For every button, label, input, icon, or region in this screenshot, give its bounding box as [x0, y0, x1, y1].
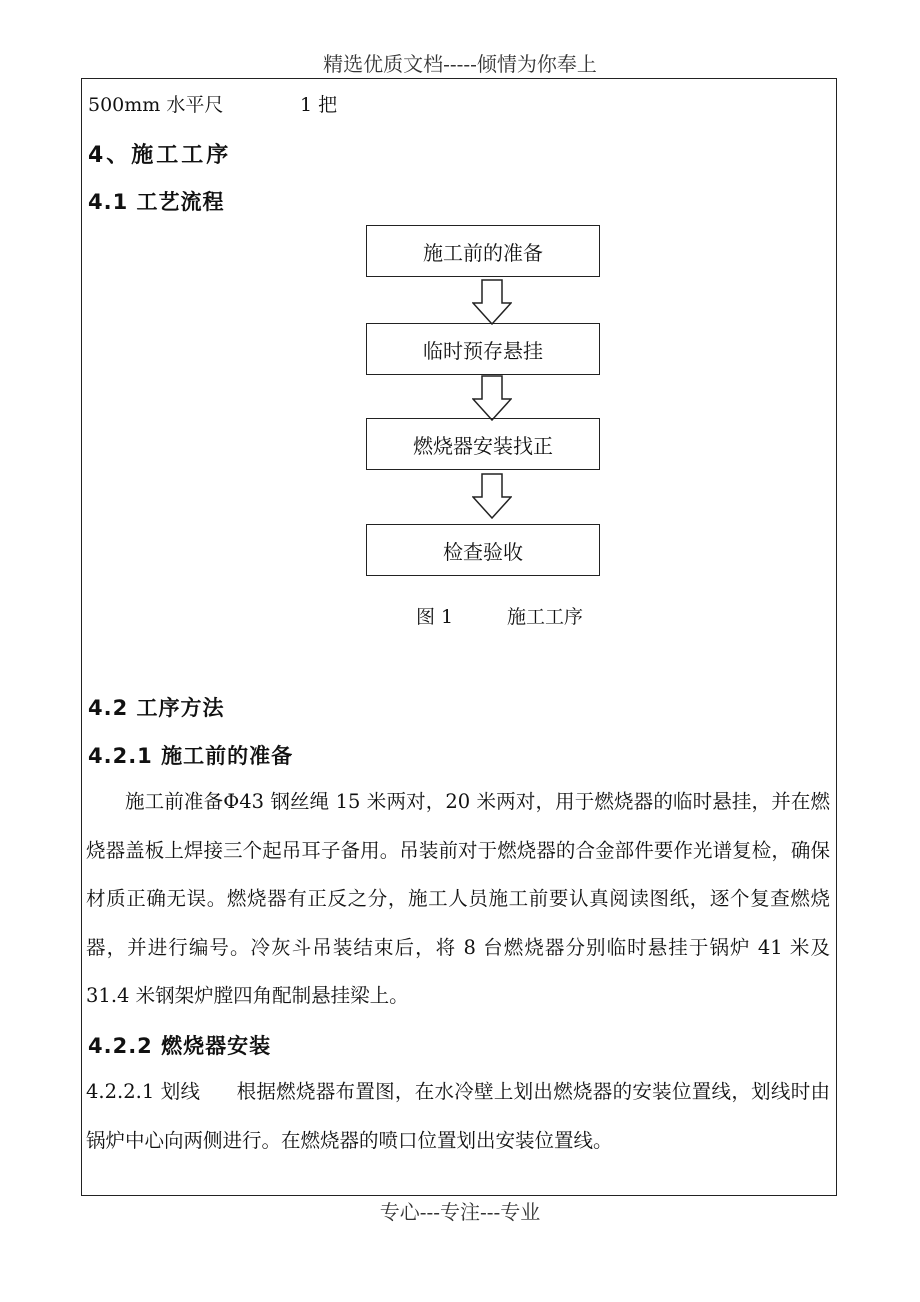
item-label: 4.2.2.1 划线 [86, 1080, 201, 1103]
flow-step-4: 检查验收 [366, 524, 600, 576]
figure-title: 施工工序 [507, 606, 584, 628]
section-4-2-1-title: 4.2.1 施工前的准备 [88, 744, 294, 768]
flow-arrow-3-icon [472, 473, 512, 519]
item-body: 根据燃烧器布置图，在水冷壁上划出燃烧器的安装位置线，划线时由锅炉中心向两侧进行。在燃烧器的喷口位置划出安装位置线。 [86, 1080, 830, 1152]
section-4-2-title: 4.2 工序方法 [88, 696, 225, 720]
section-4-2-2-title: 4.2.2 燃烧器安装 [88, 1034, 272, 1058]
page-header: 精选优质文档-----倾情为你奉上 [323, 52, 597, 76]
tool-name: 500mm 水平尺 [88, 94, 224, 116]
section-4-title: 4、施工工序 [88, 143, 232, 168]
flow-arrow-1-icon [472, 279, 512, 325]
section-4-1-title: 4.1 工艺流程 [88, 190, 225, 214]
figure-number: 图 1 [416, 606, 454, 628]
section-4-2-1-body: 施工前准备Φ43 钢丝绳 15 米两对，20 米两对，用于燃烧器的临时悬挂，并在燃烧器盖板上焊接三个起吊耳子备用。吊装前对于燃烧器的合金部件要作光谱复检，确保材质正确无误。燃烧器有正反之分，施工人员施工前要认真阅读图纸，逐个复查燃烧器，并进行编号。冷灰斗吊装结束后，将 8 台燃烧器分别临时悬挂于锅炉 41 米及 31.4 米钢架炉膛四角配制悬挂梁上。 [86, 790, 830, 1007]
flow-arrow-2-icon [472, 375, 512, 421]
flow-step-3: 燃烧器安装找正 [366, 418, 600, 470]
section-4-2-2-1-paragraph [86, 1068, 830, 1165]
page-footer: 专心---专注---专业 [379, 1200, 541, 1224]
flow-step-1: 施工前的准备 [366, 225, 600, 277]
flow-step-2: 临时预存悬挂 [366, 323, 600, 375]
tool-quantity: 1 把 [300, 94, 338, 116]
